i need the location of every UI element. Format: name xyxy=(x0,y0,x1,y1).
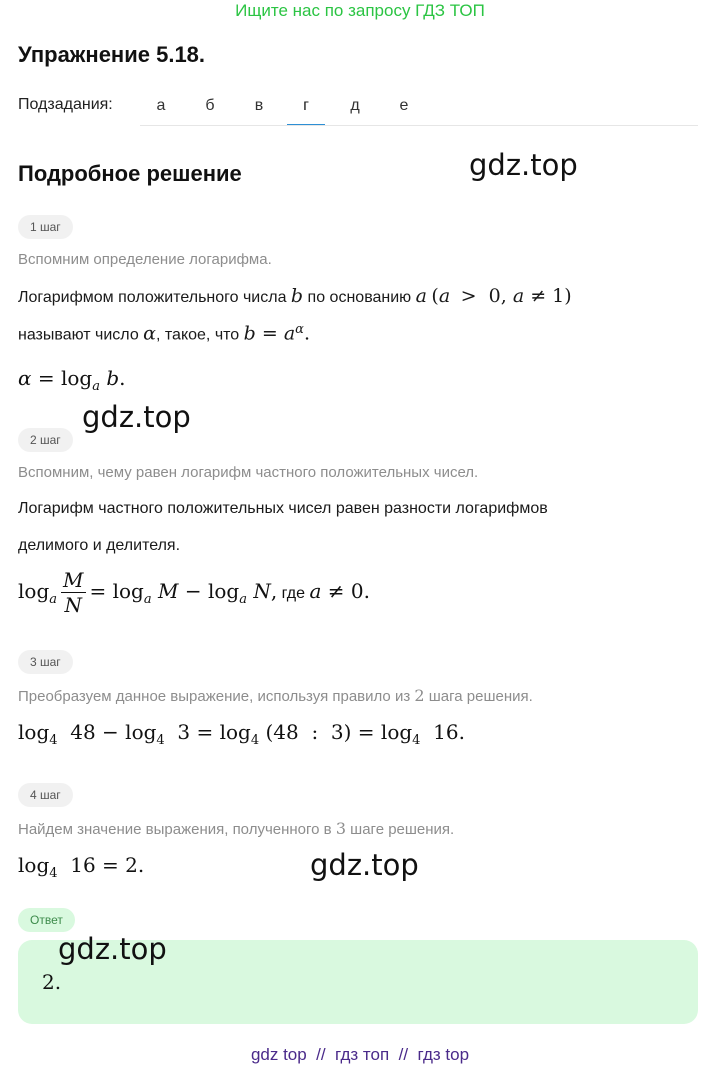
exercise-title: Упражнение 5.18. xyxy=(18,42,206,67)
step-2-hint: Вспомним, чему равен логарифм частного положительных чисел. xyxy=(18,464,479,481)
step-2-rule-line1: Логарифм частного положительных чисел равен разности логарифмов xyxy=(18,500,548,517)
tabs-divider xyxy=(140,125,698,126)
tab-e[interactable]: е xyxy=(399,97,409,114)
tab-d[interactable]: д xyxy=(350,97,360,114)
top-banner[interactable]: Ищите нас по запросу ГДЗ ТОП xyxy=(235,1,485,20)
tab-g[interactable]: г xyxy=(287,88,325,126)
step-3-hint: Преобразуем данное выражение, используя правило из 2 шага решения. xyxy=(18,686,533,705)
watermark-4: gdz.top xyxy=(58,932,167,966)
step-1-definition-line1: Логарифмом положительного числа b по основанию a (a > 0, a ≠ 1) xyxy=(18,285,572,307)
footer-links[interactable]: gdz top // гдз топ // гдз top xyxy=(250,1045,470,1064)
solution-heading: Подробное решение xyxy=(18,161,242,186)
step-2-rule-line2: делимого и делителя. xyxy=(18,537,181,554)
watermark-1: gdz.top xyxy=(469,148,578,182)
answer-badge: Ответ xyxy=(18,908,75,932)
answer-value: 2. xyxy=(42,970,62,994)
step-4-formula: $\log_4 16 = 2$. xyxy=(18,853,145,881)
step-4-hint: Найдем значение выражения, полученного в 3 шаге решения. xyxy=(18,819,455,838)
tab-a[interactable]: а xyxy=(156,97,166,114)
step-2-badge: 2 шаг xyxy=(18,428,73,452)
step-1-definition-line2: называют число α, такое, что $b = a^\alpha$. xyxy=(18,322,310,345)
watermark-3: gdz.top xyxy=(310,848,419,882)
subtasks-label: Подзадания: xyxy=(18,96,113,113)
step-2-formula: $\log_a$ $\frac{M}{N}$ = $\log_a M - \log_a N$, где a ≠ 0. xyxy=(18,568,370,617)
step-1-badge: 1 шаг xyxy=(18,215,73,239)
step-1-hint: Вспомним определение логарифма. xyxy=(18,251,272,268)
step-3-formula: $\log_4 48 - \log_4 3 = \log_4 (48$ : $3) = \log_4 16$. xyxy=(18,720,465,748)
step-4-badge: 4 шаг xyxy=(18,783,73,807)
tab-b[interactable]: б xyxy=(205,97,215,114)
tab-v[interactable]: в xyxy=(254,97,264,114)
step-1-formula: $\alpha = \log_a b$. xyxy=(18,366,126,394)
step-3-badge: 3 шаг xyxy=(18,650,73,674)
watermark-2: gdz.top xyxy=(82,400,191,434)
